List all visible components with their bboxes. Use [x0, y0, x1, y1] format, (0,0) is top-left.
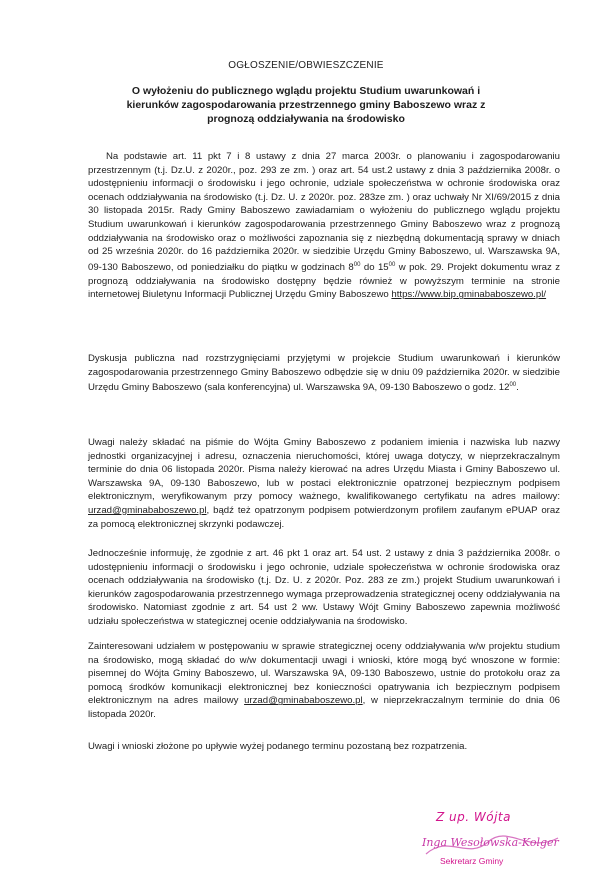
signature-line-authority: Z up. Wójta — [436, 810, 511, 824]
superscript: 00 — [509, 382, 517, 389]
paragraph-text: Jednocześnie informuję, że zgodnie z art. 46 pkt 1 oraz art. 54 ust. 2 ustawy z dnia 3 października 2008r. o udostępnieniu informacji o środowisku i jego ochronie, udziale społeczeństwa w ochronie środowiska oraz ocenach oddziaływania na środowisko (t.j. Dz. U. z 2020r. Poz. 283 ze zm.) projekt Studium uwarunkowań i kierunków zagospodarowania przestrzennego wymaga przeprowadzenia strategicznej oceny oddziaływania na środowisko. Natomiast zgodnie z art. 54 ust 2 ww. Ustawy Wójt Gminy Baboszewo zapewnia możliwość udziału społeczeństwa w stategicznej ocenie oddziaływania na środowisko. — [88, 548, 560, 627]
paragraph-participation — [88, 640, 560, 722]
signature-line-name: Inga Wesołowska-Kolger — [422, 836, 559, 849]
signature-line-role: Sekretarz Gminy — [440, 856, 504, 866]
paragraph-text: Zainteresowani udziałem w postępowaniu w sprawie strategicznej oceny oddziaływania w/w projektu studium na środowisko, mogą składać do w/w dokumentacji uwagi i wnioski, które mogą być wnoszone w formie: pisemnej do Wójta Gminy Baboszewo, ul. Warszawska 9A, 09-130 Baboszewo, ustnie do protokołu oraz za pomocą środków komunikacji elektronicznej bez konieczności opatrywania ich bezpiecznym podpisem elektronicznym na adres mailowy — [88, 641, 560, 707]
paragraph-text: Dyskusja publiczna nad rozstrzygnięciami przyjętymi w projekcie Studium uwarunkowań i kierunków zagospodarowania przestrzennego Gminy Baboszewo odbędzie się w dniu 09 października 2020r. w siedzibie Urzędu Gminy Baboszewo (sala konferencyjna) ul. Warszawska 9A, 09-130 Baboszewo o godz. 12 — [88, 353, 560, 394]
paragraph-text: , w nieprzekraczalnym terminie do dnia 06 listopada 2020r. — [88, 695, 560, 720]
superscript: 00 — [353, 261, 361, 268]
paragraph-text: Na podstawie art. 11 pkt 7 i 8 ustawy z dnia 27 marca 2003r. o planowaniu i zagospodarowaniu przestrzennym (t.j. Dz.U. z 2020r., poz. 293 ze zm. ) oraz art. 54 ust.2 ustawy z dnia 3 października 2008r. o udostępnieniu informacji o środowisku i jego ochronie, udziale społeczeństwa w ochronie środowiska oraz ocenach oddziaływania na środowisko (t.j. Dz. U. z 2020r. poz. 283ze zm. ) oraz uchwały Nr XI/69/2015 z dnia 30 listopada 2015r. Rady Gminy Baboszewo zawiadamiam o wyłożeniu do publicznego wglądu projektu Studium uwarunkowań i kierunków zagospodarowania przestrzennego Gminy Baboszewo wraz z prognozą oddziaływania na środowisko oraz o możliwości zapoznania się z niezbędną dokumentacją sprawy w dniach od 25 września 2020r. do 16 października 2020r. w siedzibie Urzędu Gminy Baboszewo, ul. Warszawska 9A, 09-130 Baboszewo, od poniedziałku do piątku w godzinach 8 — [88, 151, 560, 273]
signature-stamp — [418, 810, 568, 876]
paragraph-public-discussion — [88, 352, 560, 395]
paragraph-legal-basis — [88, 150, 560, 302]
paragraph-text: Uwagi i wnioski złożone po upływie wyżej podanego terminu pozostaną bez rozpatrzenia. — [88, 741, 468, 752]
paragraph-submission-rules — [88, 436, 560, 531]
document-title: O wyłożeniu do publicznego wglądu projektu Studium uwarunkowań i kierunków zagospodarowania przestrzennego gminy Baboszewo wraz z prognozą oddziaływania na środowisko — [126, 85, 486, 125]
paragraph-text: w pok. 29. Projekt dokumentu wraz z prognozą oddziaływania na środowisko dostępny będzie również w powyższym terminie na stronie internetowej Biuletynu Informacji Publicznej Urzędu Gminy Baboszewo — [88, 261, 560, 301]
paragraph-environmental-assessment — [88, 547, 560, 629]
bip-link[interactable]: https://www.bip.gminababoszewo.pl/ — [391, 289, 547, 301]
paragraph-text: Uwagi należy składać na piśmie do Wójta Gminy Baboszewo z podaniem imienia i nazwiska lub nazwy jednostki organizacyjnej i adresu, oznaczenia nieruchomości, której uwaga dotyczy, w nieprzekraczalnym terminie do dnia 06 listopada 2020r. Pisma należy kierować na adres Urzędu Miasta i Gminy Baboszewo ul. Warszawska 9A, 09-130 Baboszewo, lub w postaci elektronicznie opatrzonej bezpiecznym podpisem elektronicznym, weryfikowanym przy pomocy ważnego, kwalifikowanego certyfikatu na adres mailowy: — [88, 437, 560, 503]
document-label: OGŁOSZENIE/OBWIESZCZENIE — [228, 60, 384, 71]
paragraph-text: , bądź też opatrzonym podpisem potwierdzonym profilem zaufanym ePUAP oraz za pomocą elektronicznej skrzynki podawczej. — [88, 504, 560, 530]
paragraph-text: . — [516, 382, 519, 394]
paragraph-text: do 15 — [360, 261, 389, 273]
superscript: 00 — [388, 261, 396, 268]
paragraph-late-submissions — [88, 740, 560, 754]
email-link[interactable]: urzad@gminababoszewo.pl — [88, 504, 207, 516]
email-link[interactable]: urzad@gminababoszewo.pl — [244, 695, 363, 707]
